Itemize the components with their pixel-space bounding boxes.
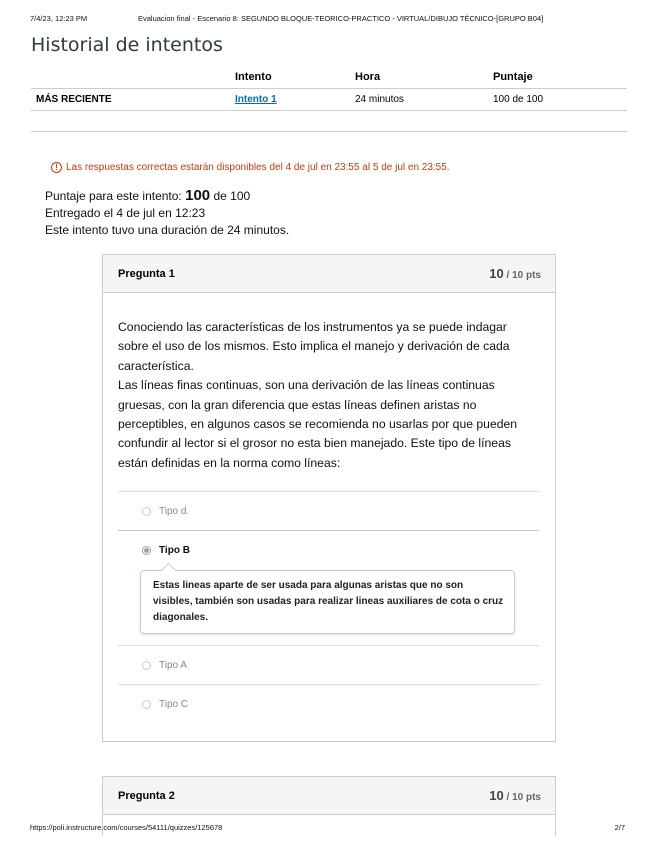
print-page-number: 2/7 — [614, 823, 625, 832]
row-label: MÁS RECIENTE — [36, 93, 112, 105]
attempt-score: 100 de 100 — [493, 93, 544, 105]
answer-option[interactable] — [118, 645, 539, 684]
answers-availability-notice — [51, 162, 450, 173]
question-title: Pregunta 1 — [118, 267, 175, 280]
selected-answer-group — [118, 530, 539, 645]
attempts-header-row — [31, 66, 627, 88]
radio-button[interactable] — [142, 507, 151, 516]
print-date: 7/4/23, 12:23 PM — [30, 14, 88, 23]
question-paragraph: Las líneas finas continuas, son una derivación de las líneas continuas gruesas, con la gran diferencia que estas líneas definen aristas no perceptibles, en algunos casos se recomienda no usarlas por que pueden confundir al lector si el grosor no esta bien manejado. Este tipo de líneas están definidas en la norma como líneas: — [118, 378, 518, 470]
answer-label: Tipo C — [159, 698, 189, 710]
question-header — [103, 255, 555, 293]
attempt-score-line — [45, 187, 289, 205]
radio-button[interactable] — [142, 661, 151, 670]
answer-option[interactable] — [118, 491, 539, 530]
print-doc-title: Evaluacion final - Escenario 8: SEGUNDO BLOQUE-TEORICO-PRACTICO - VIRTUAL/DIBUJO TÉCNICO-[GRUPO B04] — [138, 14, 544, 23]
attempts-table — [31, 66, 627, 132]
radio-button-selected[interactable] — [142, 546, 151, 555]
question-text — [103, 293, 555, 473]
table-divider — [31, 110, 627, 132]
attempt-summary — [45, 187, 289, 239]
column-header-attempt: Intento — [235, 66, 355, 88]
answer-label: Tipo d. — [159, 505, 190, 517]
print-footer — [30, 823, 625, 832]
answer-option-selected[interactable] — [118, 531, 539, 570]
question-header — [103, 777, 555, 815]
points-total: / 10 pts — [503, 270, 541, 281]
attempt-time: 24 minutos — [355, 93, 404, 105]
column-header-time: Hora — [355, 66, 493, 88]
question-card — [102, 254, 556, 742]
answer-option[interactable] — [118, 684, 539, 723]
question-title: Pregunta 2 — [118, 789, 175, 802]
answer-comment-wrap — [118, 570, 539, 645]
submitted-date: Entregado el 4 de jul en 12:23 — [45, 206, 206, 220]
answer-label: Tipo A — [159, 659, 187, 671]
points-total: / 10 pts — [503, 792, 541, 803]
print-url: https://poli.instructure.com/courses/54111/quizzes/125678 — [30, 823, 223, 832]
question-points — [489, 266, 541, 281]
points-earned: 10 — [489, 788, 504, 803]
question-points — [489, 788, 541, 803]
notice-text: Las respuestas correctas estarán disponibles del 4 de jul en 23:55 al 5 de jul en 23:55. — [66, 162, 450, 173]
attempt-link[interactable]: Intento 1 — [235, 93, 277, 105]
answer-label: Tipo B — [159, 545, 190, 557]
answer-comment: Estas lineas aparte de ser usada para algunas aristas que no son visibles, también son usadas para realizar lineas auxiliares de cota o cruz diagonales. — [140, 570, 515, 634]
question-paragraph: Conociendo las características de los instrumentos ya se puede indagar sobre el uso de los mismos. Esto implica el manejo y derivación de cada característica. — [118, 320, 510, 373]
column-header-score: Puntaje — [493, 66, 627, 88]
score-suffix: de 100 — [210, 189, 251, 203]
score-value: 100 — [185, 187, 211, 204]
warning-circle-icon: ! — [51, 162, 62, 173]
score-prefix: Puntaje para este intento: — [45, 189, 186, 203]
points-earned: 10 — [489, 266, 504, 281]
radio-button[interactable] — [142, 700, 151, 709]
answer-list — [118, 491, 539, 723]
page-title: Historial de intentos — [31, 34, 223, 56]
print-header — [30, 14, 615, 23]
table-row — [31, 88, 627, 110]
column-header-label — [31, 66, 235, 88]
attempt-duration: Este intento tuvo una duración de 24 minutos. — [45, 223, 290, 237]
